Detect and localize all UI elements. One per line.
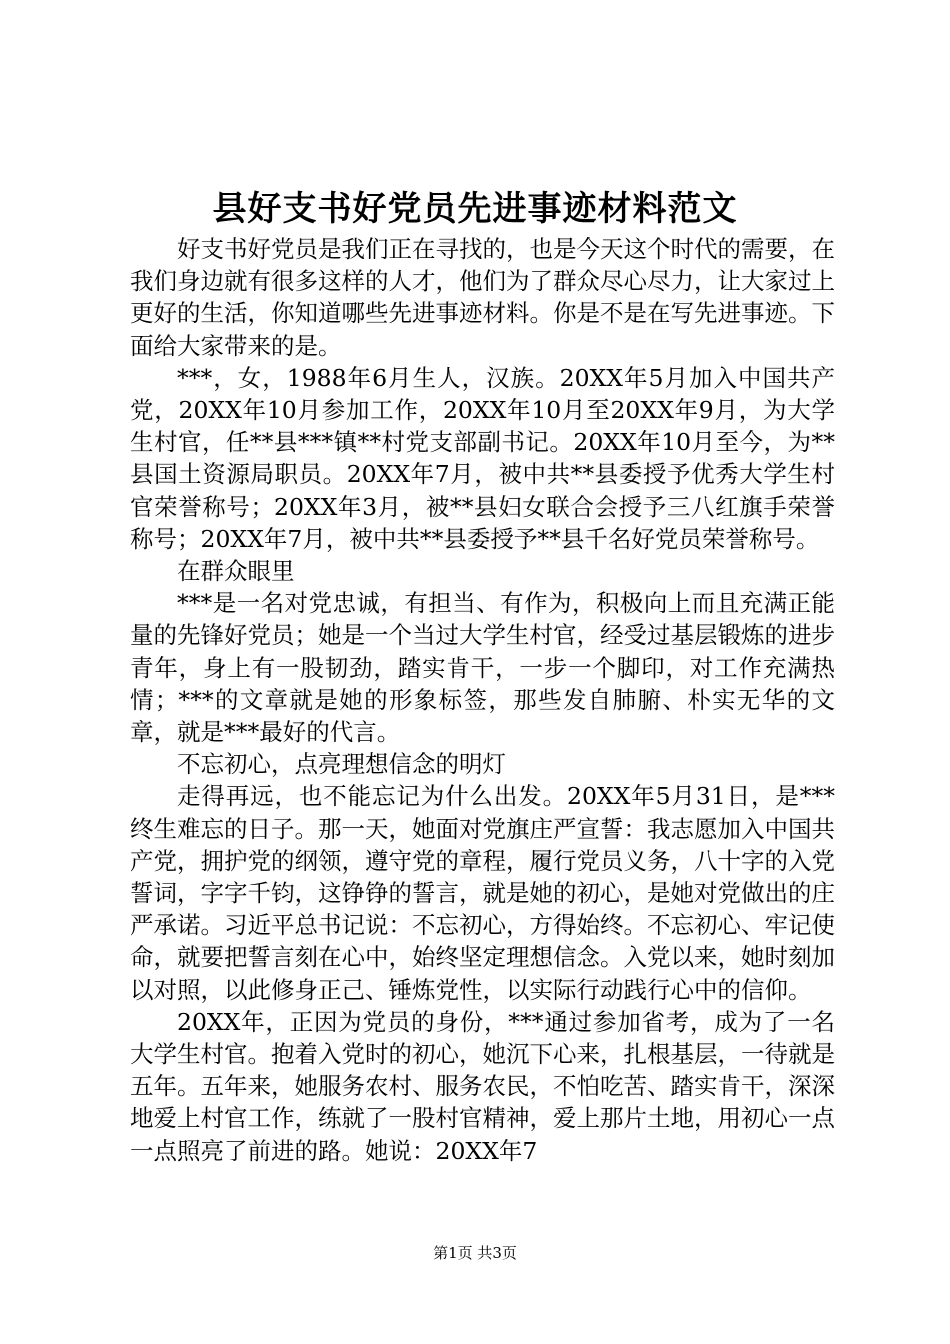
paragraph-intro: 好支书好党员是我们正在寻找的，也是今天这个时代的需要，在我们身边就有很多这样的人才，他们为了群众尽心尽力，让大家过上更好的生活，你知道哪些先进事迹材料。你是不是在写先进事迹。下面给大家带来的是。 <box>130 235 835 360</box>
page-number-footer: 第1页 共3页 <box>433 1244 517 1262</box>
paragraph-masses: ***是一名对党忠诚，有担当、有作为，积极向上而且充满正能量的先锋好党员；她是一个当过大学生村官，经受过基层锻炼的进步青年，身上有一股韧劲，踏实肯干，一步一个脚印，对工作充满热情；***的文章就是她的形象标签，那些发自肺腑、朴实无华的文章，就是***最好的代言。 <box>130 589 835 747</box>
paragraph-oath: 走得再远，也不能忘记为什么出发。20XX年5月31日，是***终生难忘的日子。那一天，她面对党旗庄严宣誓：我志愿加入中国共产党，拥护党的纲领，遵守党的章程，履行党员义务，八十字的入党誓词，字字千钧，这铮铮的誓言，就是她的初心，是她对党做出的庄严承诺。习近平总书记说：不忘初心，方得始终。不忘初心、牢记使命，就要把誓言刻在心中，始终坚定理想信念。入党以来，她时刻加以对照，以此修身正己、锤炼党性，以实际行动践行心中的信仰。 <box>130 782 835 1004</box>
section-heading-original-aspiration: 不忘初心，点亮理想信念的明灯 <box>177 750 506 779</box>
document-title: 县好支书好党员先进事迹材料范文 <box>212 189 738 229</box>
document-body <box>130 233 835 1167</box>
section-heading-masses: 在群众眼里 <box>177 557 295 586</box>
paragraph-profile: ***，女，1988年6月生人，汉族。20XX年5月加入中国共产党，20XX年10月参加工作，20XX年10月至20XX年9月，为大学生村官，任**县***镇**村党支部副书记。20XX年10月至今，为**县国土资源局职员。20XX年7月，被中共**县委授予优秀大学生村官荣誉称号；20XX年3月，被**县妇女联合会授予三八红旗手荣誉称号；20XX年7月，被中共**县委授予**县千名好党员荣誉称号。 <box>130 363 835 553</box>
paragraph-village-official: 20XX年，正因为党员的身份，***通过参加省考，成为了一名大学生村官。抱着入党时的初心，她沉下心来，扎根基层，一待就是五年。五年来，她服务农村、服务农民，不怕吃苦、踏实肯干，深深地爱上村官工作，练就了一股村官精神，爱上那片土地，用初心一点一点照亮了前进的路。她说：20XX年7 <box>130 1007 835 1165</box>
